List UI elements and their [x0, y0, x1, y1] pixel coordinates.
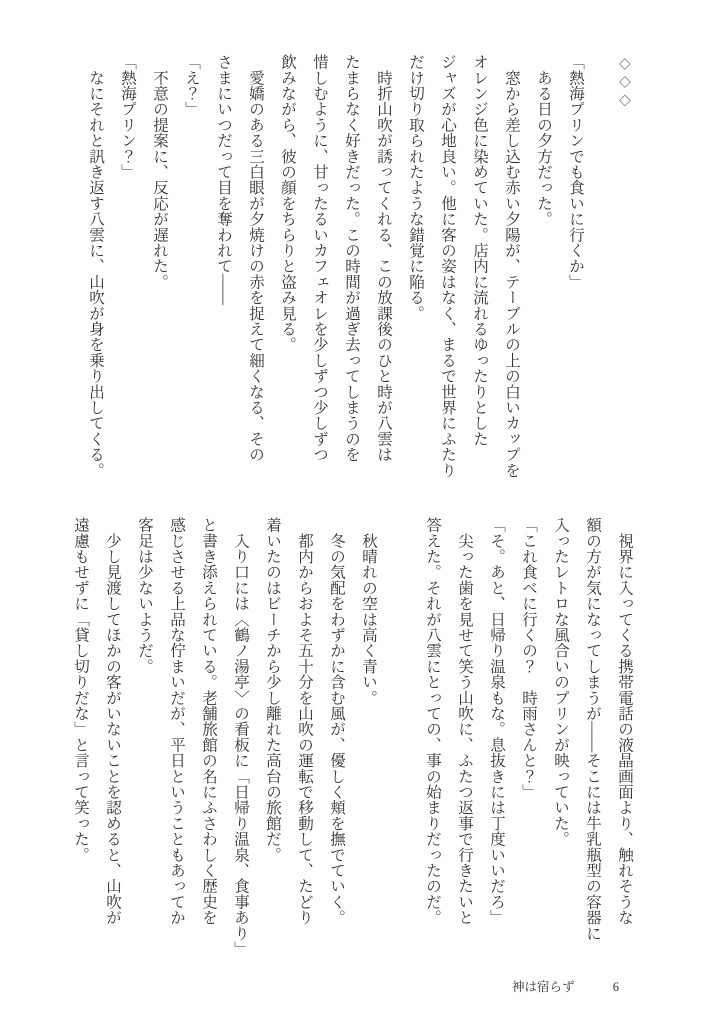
text-line: 冬の気配をわずかに含む風が、優しく頬を撫でていく。 [328, 517, 345, 926]
text-line: オレンジ色に染めていた。店内に流れるゆったりとした [471, 54, 488, 447]
text-block-top [79, 54, 640, 486]
text-line: さまにいつだって目を奪われて―― [215, 54, 232, 306]
text-line: 入り口には〈鶴ノ湯亭〉の看板に「日帰り温泉、食事あり」 [232, 517, 249, 957]
text-line: 尖った歯を見せて笑う山吹に、ふたつ返事で行きたいと [456, 517, 473, 926]
text-line: 視界に入ってくる携帯電話の液晶画面より、触れそうな [616, 517, 633, 926]
text-line: 客足は少ないようだ。 [136, 517, 153, 674]
footer-book-title: 神は宿らず [512, 980, 575, 994]
footer-page-number: 6 [612, 980, 619, 994]
text-line: 額の方が気になってしまうが――そこには牛乳瓶型の容器に [584, 517, 601, 941]
text-line: 秋晴れの空は高く青い。 [360, 517, 377, 706]
text-line: 入ったレトロな風合いのプリンが映っていた。 [552, 517, 569, 847]
text-line: 着いたのはビーチから少し離れた高台の旅館だ。 [264, 517, 281, 863]
text-line: ある日の夕方だった。 [535, 54, 552, 227]
text-line: 「え？」 [183, 54, 200, 117]
text-line: 少し見渡してほかの客がいないことを認めると、山吹が [104, 517, 121, 926]
text-line: 不意の提案に、反応が遅れた。 [151, 54, 168, 290]
text-line: 飲みながら、彼の顔をちらりと盗み見る。 [279, 54, 296, 353]
text-block-bottom [64, 517, 640, 957]
page-footer [512, 977, 619, 995]
text-line: たまらなく好きだった。この時間が過ぎ去ってしまうのを [343, 54, 360, 463]
text-line: 答えた。それが八雲にとっての、事の始まりだったのだ。 [424, 517, 441, 926]
text-line: 惜しむように、甘ったるいカフェオレを少しずつ少しずつ [311, 54, 328, 463]
text-line: 「そ。あと、日帰り温泉もな。息抜きには丁度いいだろ」 [488, 517, 505, 926]
text-line: 「これ食べに行くの？ 時雨さんと？」 [520, 517, 537, 800]
text-line: 「熱海プリン？」 [119, 54, 136, 180]
text-line: 愛嬌のある三白眼が夕焼けの赤を捉えて細くなる、その [247, 54, 264, 463]
text-line: と書き添えられている。老舗旅館の名にふさわしく歴史を [200, 517, 217, 926]
text-line: なにそれと訊き返す八雲に、山吹が身を乗り出してくる。 [87, 54, 104, 478]
text-line: ジャズが心地良い。他に客の姿はなく、まるで世界にふたり [439, 54, 456, 478]
text-line: 遠慮もせずに「貸し切りだな」と言って笑った。 [72, 517, 89, 863]
text-line: だけ切り取られたような錯覚に陥る。 [407, 54, 424, 321]
text-line: 都内からおよそ五十分を山吹の運転で移動して、たどり [296, 517, 313, 926]
text-line [384, 517, 416, 949]
text-line: 「熱海プリンでも食いに行くか」 [567, 54, 584, 290]
text-line: 窓から差し込む赤い夕陽が、テーブルの上の白いカップを [503, 54, 520, 478]
text-line: 時折山吹が誘ってくれる、この放課後のひと時が八雲は [375, 54, 392, 463]
text-line: 感じさせる上品な佇まいだが、平日ということもあってか [168, 517, 185, 926]
section-separator: ◇◇◇ [616, 54, 633, 109]
